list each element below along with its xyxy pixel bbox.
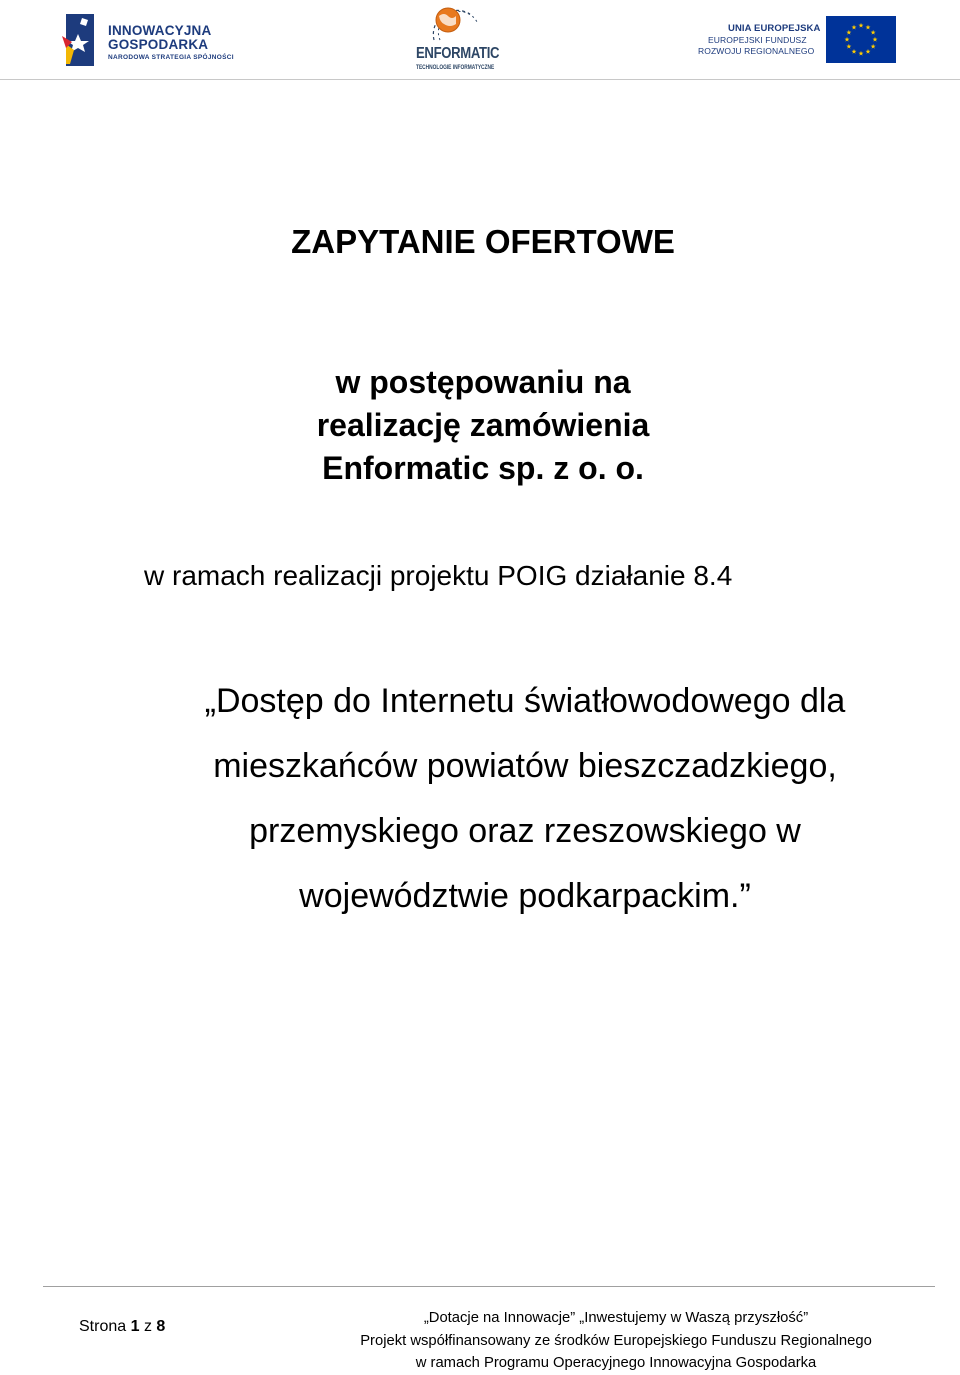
program-frame-line: w ramach realizacji projektu POIG działanie 8.4 — [144, 560, 733, 591]
eu-flag-icon — [826, 16, 896, 63]
subtitle-line: Enformatic sp. z o. o. — [322, 450, 644, 486]
logo-ig-line3: NARODOWA STRATEGIA SPÓJNOŚCI — [108, 54, 234, 61]
eu-line3: ROZWOJU REGIONALNEGO — [698, 46, 815, 56]
project-name — [0, 669, 960, 929]
footer-line: „Dotacje na Innowacje” „Inwestujemy w Waszą przyszłość” — [423, 1310, 809, 1326]
eu-line2: EUROPEJSKI FUNDUSZ — [708, 35, 807, 45]
footer-text — [309, 1307, 923, 1375]
project-line: przemyskiego oraz rzeszowskiego w — [249, 812, 801, 850]
globe-icon — [412, 4, 498, 46]
enformatic-tagline: TECHNOLOGIE INFORMATYCZNE — [416, 64, 495, 71]
footer-divider — [43, 1286, 935, 1287]
innowacyjna-gospodarka-logo-icon — [62, 14, 102, 66]
footer-line: Projekt współfinansowany ze środków Europejskiego Funduszu Regionalnego — [360, 1332, 872, 1349]
document-title: ZAPYTANIE OFERTOWE — [291, 223, 675, 260]
project-line: województwie podkarpackim.” — [299, 877, 751, 915]
enformatic-name: ENFORMATIC — [416, 45, 500, 62]
eu-logo — [698, 16, 898, 64]
subtitle-line: w postępowaniu na — [335, 364, 631, 400]
header-divider — [0, 79, 960, 80]
project-line: „Dostęp do Internetu światłowodowego dla — [204, 682, 846, 720]
page-total: 8 — [156, 1318, 166, 1335]
page-of: z — [143, 1318, 152, 1335]
page-header — [0, 0, 960, 82]
eu-line1: UNIA EUROPEJSKA — [728, 23, 821, 34]
innowacyjna-gospodarka-logo — [62, 14, 232, 66]
subtitle-line: realizację zamówienia — [316, 407, 650, 443]
logo-ig-line2: GOSPODARKA — [108, 37, 209, 52]
logo-ig-line1: INNOWACYJNA — [108, 23, 212, 38]
document-subtitle — [0, 361, 960, 490]
page-label: Strona — [79, 1318, 127, 1335]
page-current: 1 — [130, 1318, 140, 1335]
page-number — [79, 1317, 165, 1337]
enformatic-logo — [412, 4, 498, 76]
project-line: mieszkańców powiatów bieszczadzkiego, — [213, 747, 837, 785]
footer-line: w ramach Programu Operacyjnego Innowacyjna Gospodarka — [415, 1355, 817, 1371]
